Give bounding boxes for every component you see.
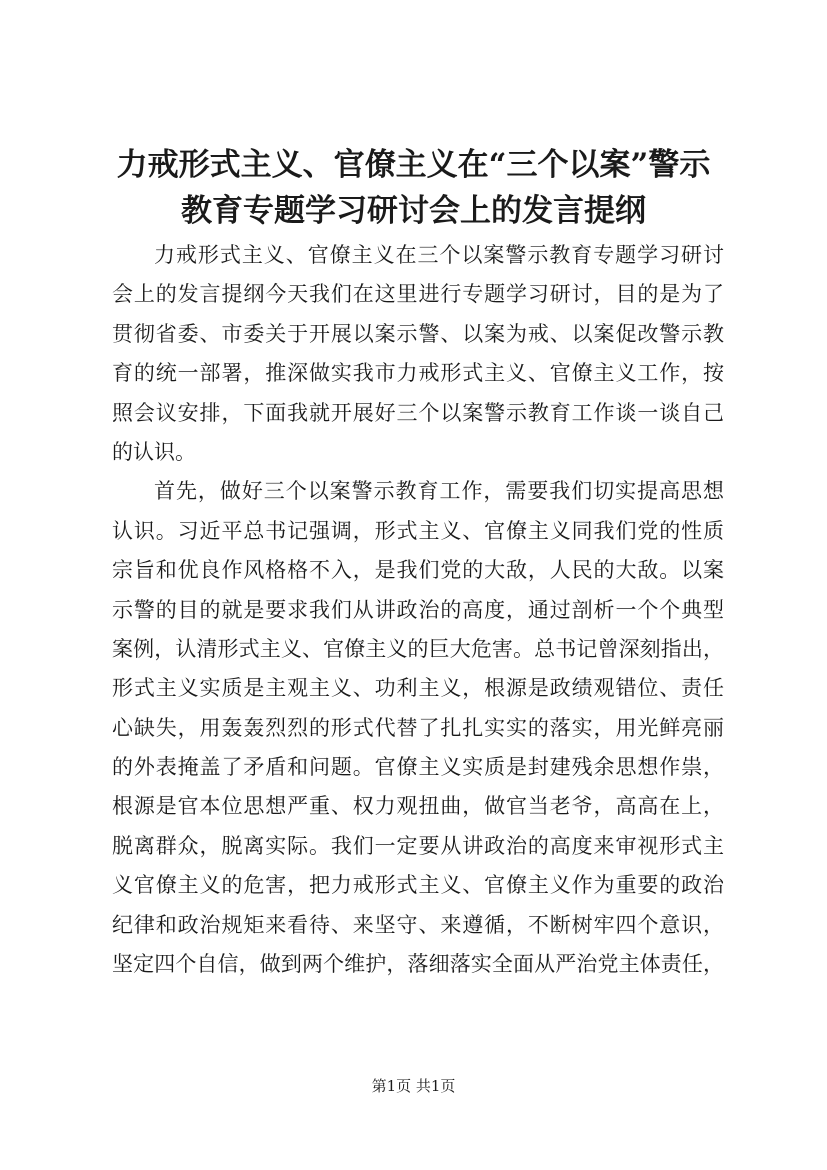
text-line: 根源是官本位思想严重、权力观扭曲，做官当老爷，高高在上， bbox=[112, 794, 724, 819]
document-title bbox=[100, 142, 727, 234]
paragraph-2 bbox=[112, 472, 724, 984]
text-line: 首先，做好三个以案警示教育工作，需要我们切实提高思想 bbox=[154, 479, 724, 504]
text-line: 认识。习近平总书记强调，形式主义、官僚主义同我们党的性质 bbox=[112, 518, 724, 543]
text-line: 案例，认清形式主义、官僚主义的巨大危害。总书记曾深刻指出， bbox=[112, 636, 724, 661]
text-line: 示警的目的就是要求我们从讲政治的高度，通过剖析一个个典型 bbox=[112, 597, 724, 622]
text-line: 照会议安排，下面我就开展好三个以案警示教育工作谈一谈自己 bbox=[112, 400, 724, 425]
title-line-2: 教育专题学习研讨会上的发言提纲 bbox=[181, 193, 646, 229]
text-line: 力戒形式主义、官僚主义在三个以案警示教育专题学习研讨 bbox=[154, 243, 724, 267]
page-number-label: 第1页 共1页 bbox=[371, 1077, 456, 1095]
text-line: 会上的发言提纲今天我们在这里进行专题学习研讨，目的是为了 bbox=[112, 282, 724, 307]
page-footer bbox=[0, 1076, 827, 1096]
text-line: 贯彻省委、市委关于开展以案示警、以案为戒、以案促改警示教 bbox=[112, 321, 724, 346]
text-line: 纪律和政治规矩来看待、来坚守、来遵循，不断树牢四个意识， bbox=[112, 912, 724, 937]
paragraph-1 bbox=[112, 236, 724, 472]
title-line-1: 力戒形式主义、官僚主义在“三个以案”警示 bbox=[116, 147, 711, 183]
text-line: 义官僚主义的危害，把力戒形式主义、官僚主义作为重要的政治 bbox=[112, 873, 724, 898]
text-line: 的认识。 bbox=[112, 439, 196, 464]
text-line: 的外表掩盖了矛盾和问题。官僚主义实质是封建残余思想作祟， bbox=[112, 755, 724, 780]
text-line: 心缺失，用轰轰烈烈的形式代替了扎扎实实的落实，用光鲜亮丽 bbox=[112, 715, 724, 740]
text-line: 宗旨和优良作风格格不入，是我们党的大敌，人民的大敌。以案 bbox=[112, 558, 724, 583]
text-line: 形式主义实质是主观主义、功利主义，根源是政绩观错位、责任 bbox=[112, 676, 724, 701]
text-line: 育的统一部署，推深做实我市力戒形式主义、官僚主义工作，按 bbox=[112, 361, 724, 386]
text-line: 坚定四个自信，做到两个维护，落细落实全面从严治党主体责任， bbox=[112, 952, 724, 977]
document-body bbox=[112, 236, 724, 984]
text-line: 脱离群众，脱离实际。我们一定要从讲政治的高度来审视形式主 bbox=[112, 833, 724, 858]
